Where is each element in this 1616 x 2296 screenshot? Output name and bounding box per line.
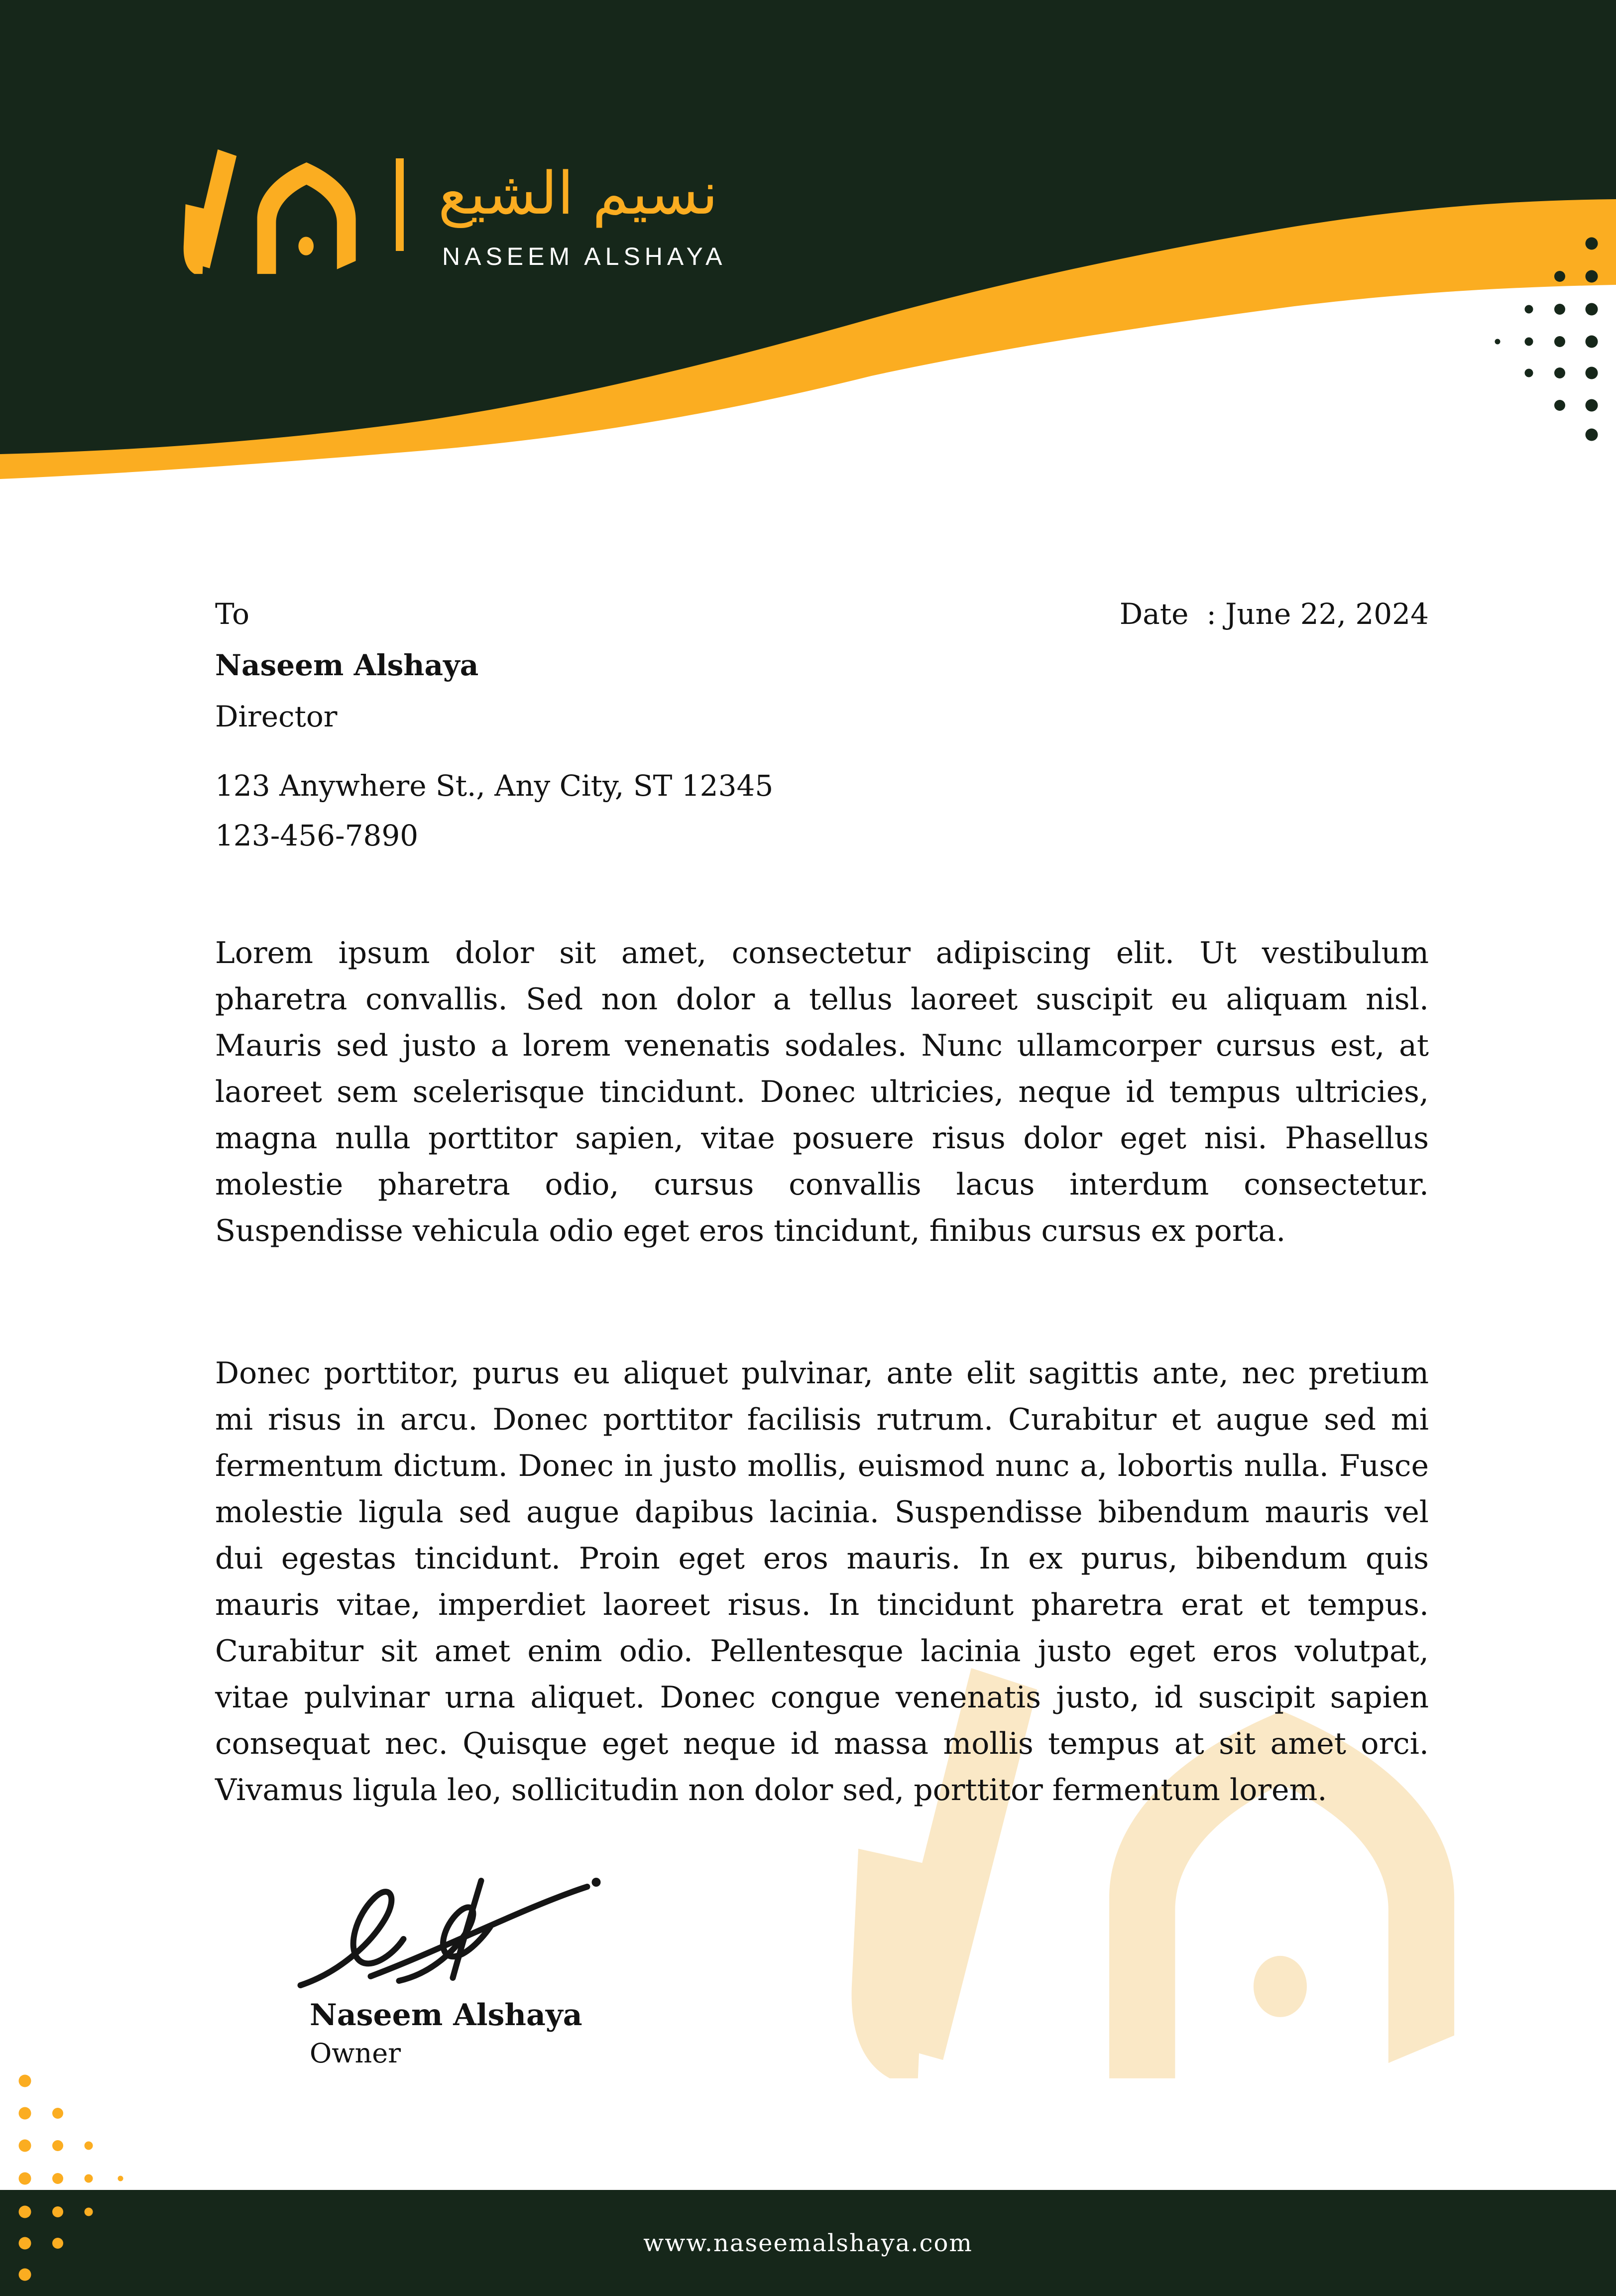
recipient-phone: 123-456-7890 [215,819,419,852]
brand-name-arabic: نسيم الشيع [438,159,718,228]
letter-body [215,0,1429,2296]
body-paragraph-1: Lorem ipsum dolor sit amet, consectetur adipiscing elit. Ut vestibulum pharetra convallis. Sed non dolor a tellus laoreet suscipit eu aliquam nisl. Mauris sed justo a lorem venenatis sodales. Nunc ullamcorper cursus est, at laoreet sem scelerisque tincidunt. Donec ultricies, neque id tempus ultricies, magna nulla porttitor sapien, vitae posuere risus dolor eget nisi. Phasellus molestie pharetra odio, cursus convallis lacus interdum consectetur. Suspendisse vehicula odio eget eros tincidunt, finibus cursus ex porta. [215,936,1429,1248]
recipient-name: Naseem Alshaya [215,648,479,682]
signature-scribble [275,1860,623,2009]
brand-name-latin: NASEEM ALSHAYA [442,242,727,270]
recipient-address-block [215,761,773,860]
website-url: www.naseemalshaya.com [643,2229,973,2257]
date-label: Date [1119,597,1189,631]
date-value: June 22, 2024 [1225,597,1429,631]
recipient-title: Director [215,700,338,733]
body-paragraph-2: Donec porttitor, purus eu aliquet pulvinar, ante elit sagittis ante, nec pretium mi risus in arcu. Donec porttitor facilisis rutrum. Curabitur et augue sed mi fermentum dictum. Donec in justo mollis, euismod nunc a, lobortis nulla. Fusce molestie ligula sed augue dapibus lacinia. Suspendisse bibendum mauris vel dui egestas tincidunt. Proin eget eros mauris. In ex purus, bibendum quis mauris vitae, imperdiet laoreet risus. In tincidunt pharetra erat et tempus. Curabitur sit amet enim odio. Pellentesque lacinia justo eget eros volutpat, vitae pulvinar urna aliquet. Donec congue venenatis justo, id suscipit sapien consequat nec. Quisque eget neque id massa mollis tempus at sit amet orci. Vivamus ligula leo, sollicitudin non dolor sed, porttitor fermentum lorem. [215,1356,1429,1808]
date-line [1120,589,1429,640]
signatory-name: Naseem Alshaya [310,1998,582,2033]
date-separator: : [1206,597,1216,631]
letter-meta-row [215,589,1429,742]
salutation: To [215,597,250,631]
recipient-address: 123 Anywhere St., Any City, ST 12345 [215,769,774,803]
signatory-title: Owner [310,2038,401,2069]
